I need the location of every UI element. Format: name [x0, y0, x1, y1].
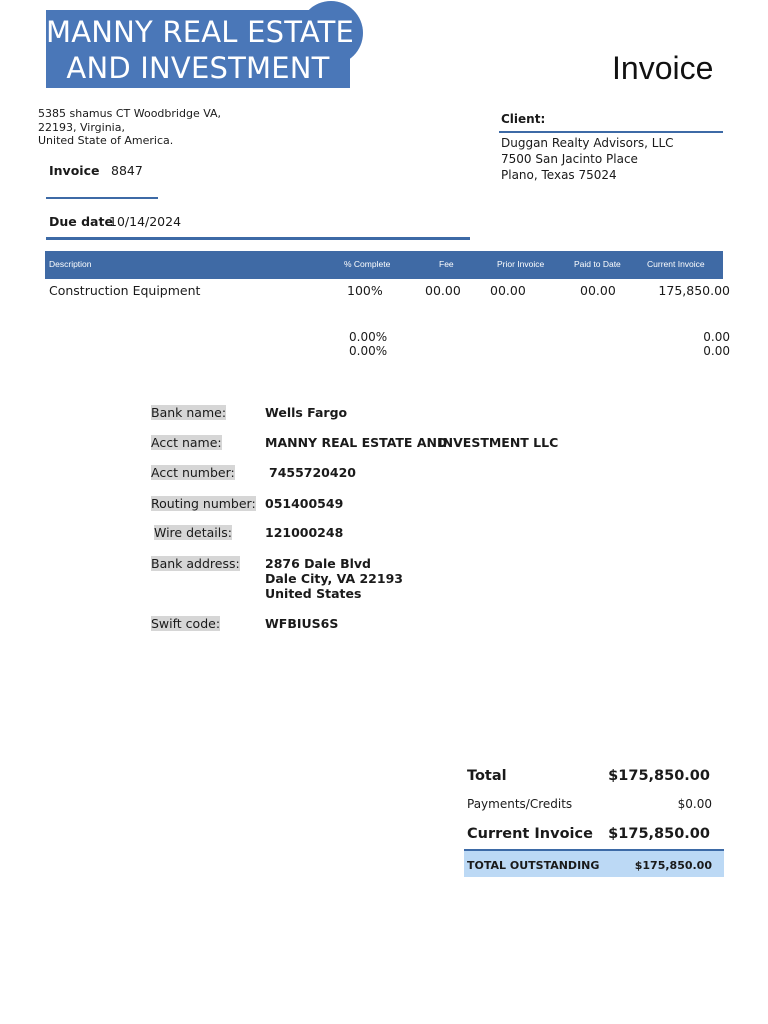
swift-code: WFBIUS6S — [265, 616, 339, 631]
column-complete: % Complete — [344, 259, 391, 269]
routing-number: 051400549 — [265, 496, 344, 511]
company-address — [38, 107, 221, 148]
current-invoice-label: Current Invoice — [467, 826, 593, 842]
row-current-invoice: 0.00 — [703, 330, 730, 344]
total-amount: $175,850.00 — [608, 768, 710, 784]
invoice-number-label: Invoice — [49, 163, 100, 178]
acct-number-label: Acct number: — [151, 465, 235, 480]
row-complete: 100% — [347, 283, 383, 298]
due-date-label: Due date — [49, 214, 113, 229]
row-current-invoice: 0.00 — [703, 344, 730, 358]
client-line2: 7500 San Jacinto Place — [501, 152, 638, 166]
client-label: Client: — [501, 112, 546, 126]
total-outstanding-label: TOTAL OUTSTANDING — [467, 859, 600, 872]
bank-address-line3: United States — [265, 586, 362, 601]
invoice-number: 8847 — [111, 163, 143, 178]
column-paid-to-date: Paid to Date — [574, 259, 621, 269]
payments-credits-label: Payments/Credits — [467, 797, 573, 811]
column-fee: Fee — [439, 259, 454, 269]
acct-name-part2: INVESTMENT LLC — [438, 435, 559, 450]
document-title: Invoice — [612, 50, 714, 86]
bank-name: Wells Fargo — [265, 405, 348, 420]
total-outstanding-amount: $175,850.00 — [634, 859, 712, 872]
bank-name-label: Bank name: — [151, 405, 227, 420]
row-fee: 00.00 — [425, 283, 461, 298]
company-name-line2: AND INVESTMENT — [66, 51, 330, 85]
swift-code-label: Swift code: — [151, 616, 221, 631]
bank-address-label: Bank address: — [151, 556, 240, 571]
wire-details-label: Wire details: — [154, 525, 232, 540]
row-paid-to-date: 00.00 — [580, 283, 616, 298]
invoice-divider — [46, 197, 158, 199]
due-date-divider — [46, 237, 470, 240]
row-complete: 0.00% — [349, 330, 388, 344]
client-address — [501, 135, 674, 183]
bank-address — [265, 556, 403, 601]
routing-number-label: Routing number: — [151, 496, 256, 511]
company-name-line1: MANNY REAL ESTATE — [46, 15, 355, 49]
bank-address-line2: Dale City, VA 22193 — [265, 571, 403, 586]
row-complete: 0.00% — [349, 344, 388, 358]
company-logo — [46, 14, 355, 86]
due-date: 10/14/2024 — [109, 214, 182, 229]
company-address-line2: 22193, Virginia, — [38, 120, 125, 134]
acct-name-label: Acct name: — [151, 435, 222, 450]
row-description: Construction Equipment — [49, 283, 201, 298]
acct-name-part1: MANNY REAL ESTATE AND — [265, 435, 448, 450]
total-label: Total — [467, 768, 507, 784]
current-invoice-amount: $175,850.00 — [608, 826, 710, 842]
company-address-line1: 5385 shamus CT Woodbridge VA, — [38, 107, 222, 120]
client-line3: Plano, Texas 75024 — [501, 168, 617, 182]
company-address-line3: United State of America. — [38, 134, 174, 147]
line-items-header — [45, 251, 723, 279]
column-description: Description — [49, 259, 92, 269]
wire-details: 121000248 — [265, 525, 344, 540]
row-prior-invoice: 00.00 — [490, 283, 526, 298]
row-current-invoice: 175,850.00 — [658, 283, 730, 298]
acct-number: 7455720420 — [269, 465, 356, 480]
client-line1: Duggan Realty Advisors, LLC — [501, 136, 674, 150]
payments-credits-amount: $0.00 — [677, 797, 712, 811]
bank-address-line1: 2876 Dale Blvd — [265, 556, 371, 571]
client-divider — [499, 131, 723, 133]
column-current-invoice: Current Invoice — [647, 259, 705, 269]
column-prior-invoice: Prior Invoice — [497, 259, 545, 269]
